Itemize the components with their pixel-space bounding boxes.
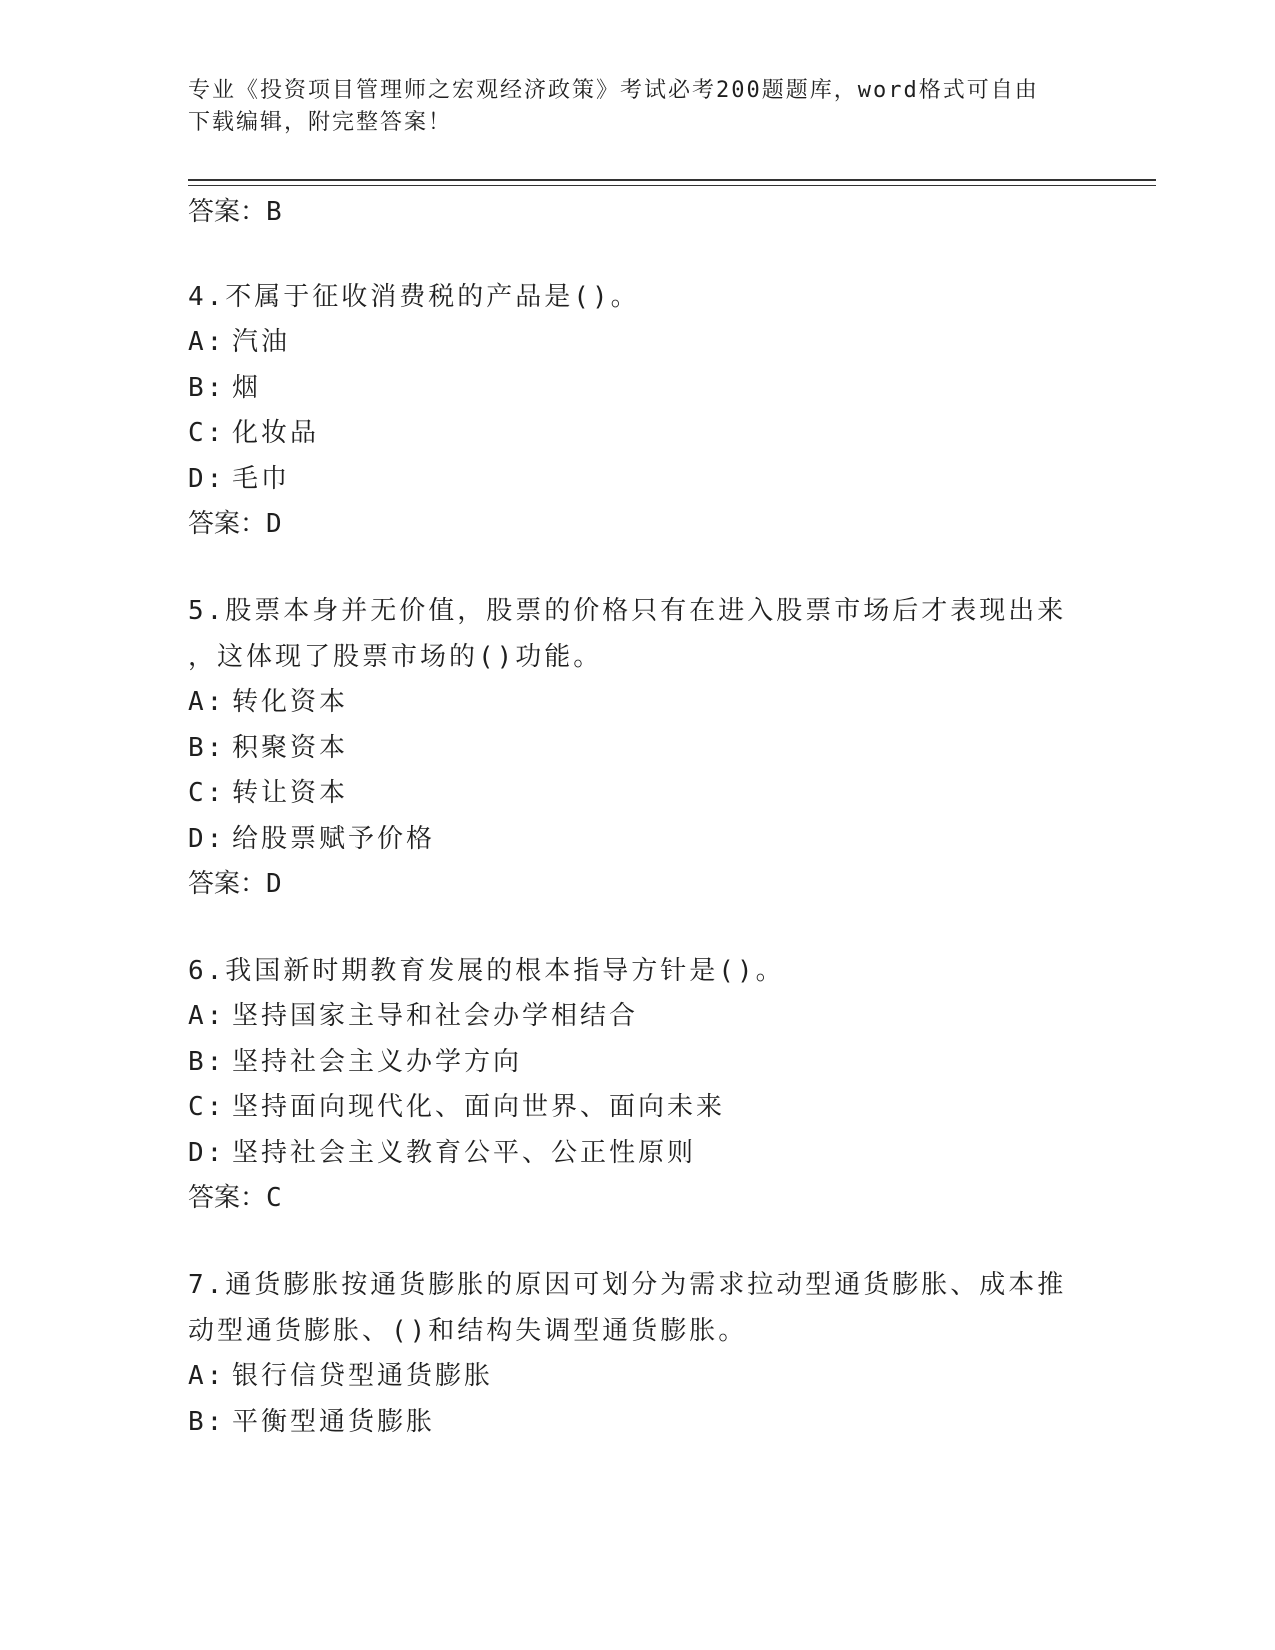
question-block [188, 948, 1088, 1220]
option-text: 毛巾 [232, 463, 291, 494]
option-letter: B: [188, 732, 226, 763]
option-letter: C: [188, 1092, 226, 1122]
option-a [188, 680, 1088, 726]
answer-value: D [266, 509, 282, 539]
question-text-continued: ，这体现了股票市场的()功能。 [188, 642, 603, 672]
option-a [188, 994, 1088, 1040]
question-spacer [188, 906, 1088, 948]
question-text: 4.不属于征收消费税的产品是()。 [188, 282, 640, 312]
option-letter: D: [188, 1137, 226, 1168]
option-d [188, 457, 1088, 503]
document-header [188, 75, 1068, 139]
option-text: 化妆品 [232, 418, 320, 448]
answer-label: 答案： [188, 869, 267, 899]
option-letter: C: [188, 418, 226, 448]
answer-label: 答案： [188, 197, 267, 227]
option-b [188, 1400, 1088, 1446]
question-block [188, 1262, 1088, 1445]
option-c [188, 411, 1088, 457]
option-text: 转化资本 [232, 687, 349, 717]
header-line-2: 下载编辑，附完整答案！ [188, 110, 453, 135]
answer-value: D [266, 869, 282, 899]
header-line-1: 专业《投资项目管理师之宏观经济政策》考试必考200题题库，word格式可自由 [188, 78, 1039, 103]
question-text: 7.通货膨胀按通货膨胀的原因可划分为需求拉动型通货膨胀、成本推 [188, 1270, 1067, 1300]
question-list [188, 190, 1088, 1445]
answer-line [188, 1176, 1088, 1220]
question-text: 6.我国新时期教育发展的根本指导方针是()。 [188, 956, 785, 986]
option-text: 银行信贷型通货膨胀 [232, 1361, 494, 1391]
option-text: 平衡型通货膨胀 [232, 1406, 436, 1437]
option-text: 烟 [232, 372, 262, 403]
option-letter: D: [188, 463, 226, 494]
question-spacer [188, 234, 1088, 274]
option-text: 坚持社会主义办学方向 [232, 1046, 523, 1077]
option-b [188, 726, 1088, 772]
answer-line [188, 862, 1088, 906]
option-text: 给股票赋予价格 [232, 823, 436, 854]
answer-line [188, 502, 1088, 546]
option-letter: B: [188, 1406, 226, 1437]
answer-value: C [266, 1183, 282, 1213]
option-letter: A: [188, 1361, 226, 1391]
question-spacer [188, 546, 1088, 588]
question-text-continued: 动型通货膨胀、()和结构失调型通货膨胀。 [188, 1316, 748, 1346]
option-text: 积聚资本 [232, 732, 349, 763]
question-text: 5.股票本身并无价值，股票的价格只有在进入股票市场后才表现出来 [188, 596, 1067, 626]
option-b [188, 366, 1088, 412]
answer-label: 答案： [188, 1183, 267, 1213]
option-d [188, 817, 1088, 863]
option-text: 汽油 [232, 327, 291, 357]
option-letter: B: [188, 1046, 226, 1077]
answer-line [188, 190, 1088, 234]
option-letter: A: [188, 327, 226, 357]
question-block [188, 588, 1088, 906]
question-spacer [188, 1220, 1088, 1262]
option-letter: A: [188, 687, 226, 717]
option-c [188, 771, 1088, 817]
answer-value: B [266, 197, 282, 227]
option-letter: B: [188, 372, 226, 403]
option-text: 坚持国家主导和社会办学相结合 [232, 1001, 639, 1031]
option-b [188, 1040, 1088, 1086]
option-a [188, 1354, 1088, 1400]
option-text: 坚持社会主义教育公平、公正性原则 [232, 1137, 697, 1168]
option-c [188, 1085, 1088, 1131]
option-letter: C: [188, 778, 226, 808]
option-text: 坚持面向现代化、面向世界、面向未来 [232, 1092, 726, 1122]
answer-label: 答案： [188, 509, 267, 539]
option-a [188, 320, 1088, 366]
option-letter: A: [188, 1001, 226, 1031]
option-d [188, 1131, 1088, 1177]
option-text: 转让资本 [232, 778, 349, 808]
header-divider-thin [188, 185, 1156, 186]
header-divider-thick [188, 179, 1156, 181]
option-letter: D: [188, 823, 226, 854]
question-block [188, 274, 1088, 546]
